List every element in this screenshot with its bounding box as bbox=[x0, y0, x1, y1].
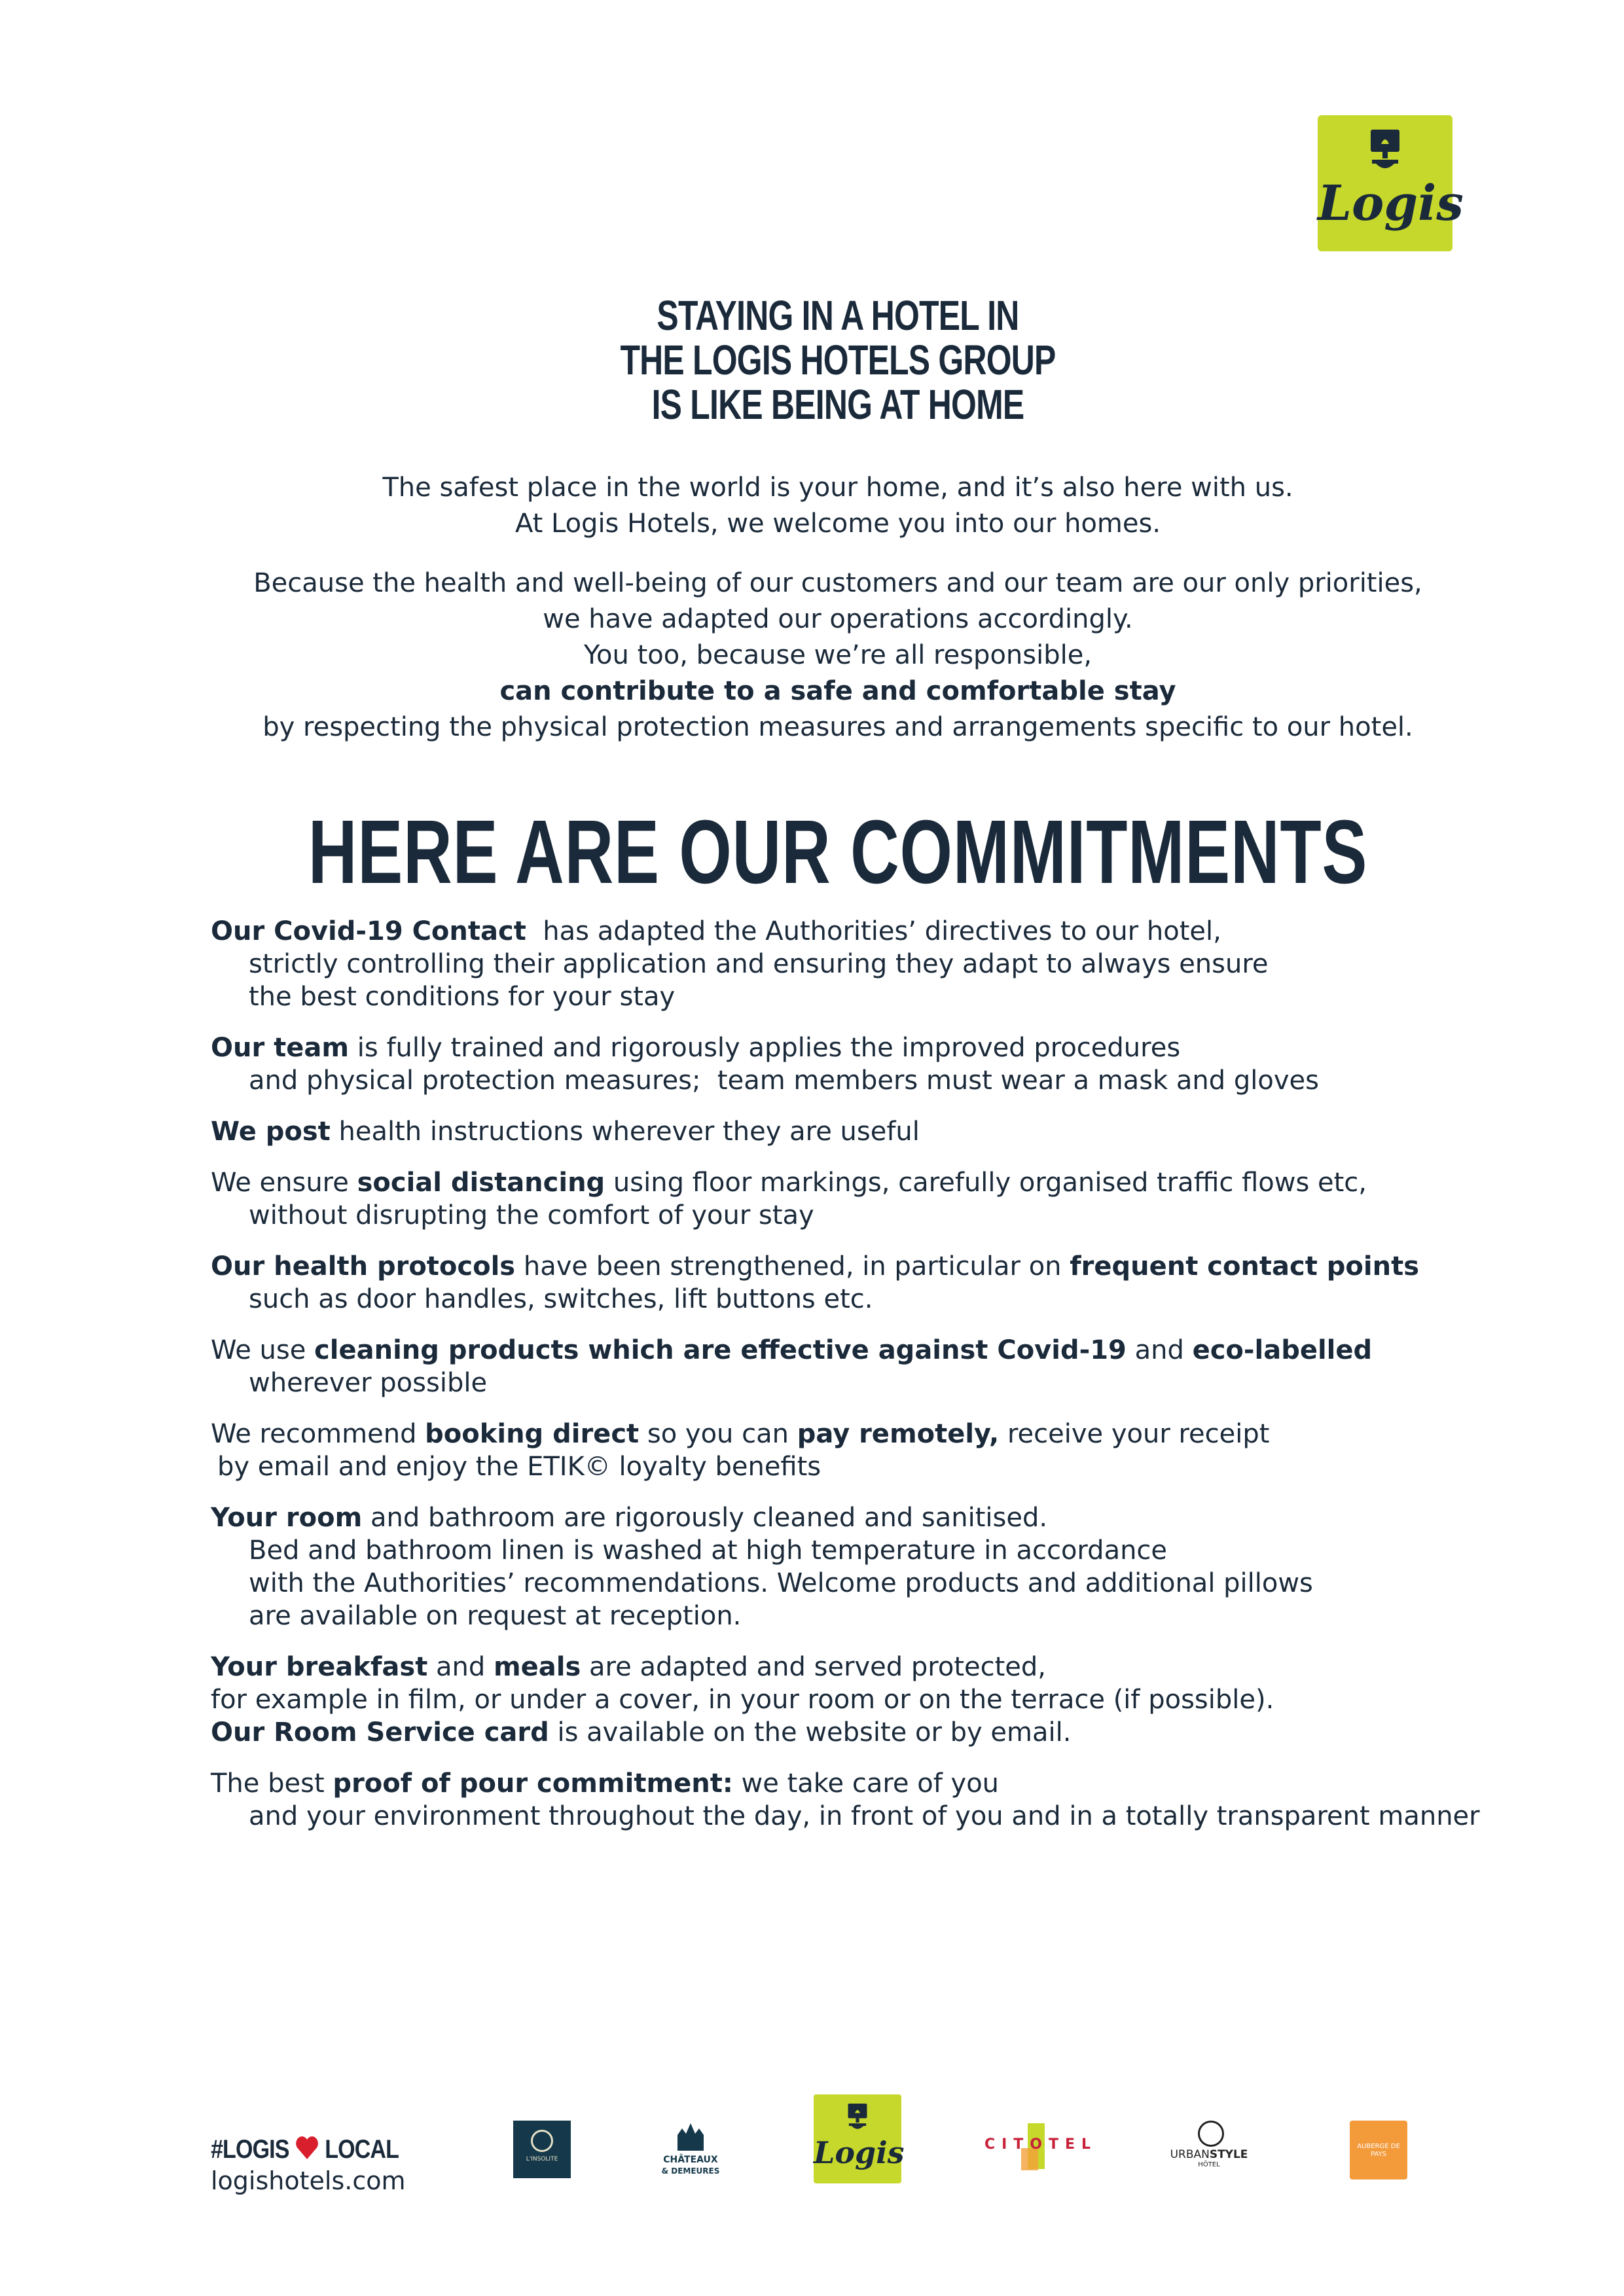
urbanstyle-word: URBAN bbox=[1170, 2148, 1210, 2161]
commitment-text: has adapted the Authorities’ directives to our hotel, bbox=[526, 916, 1221, 946]
collection-label: L'INSOLITE bbox=[526, 2156, 558, 2162]
commitment-line bbox=[211, 1367, 1520, 1399]
commitment-text-bold: pay remotely, bbox=[797, 1419, 1000, 1449]
intro-text-line: Because the health and well-being of our customers and our team are our only priorities, bbox=[253, 568, 1422, 598]
commitment-line bbox=[211, 1683, 1520, 1716]
commitment-text: are adapted and served protected, bbox=[581, 1652, 1047, 1682]
commitment-text-bold: social distancing bbox=[357, 1168, 605, 1198]
heart-icon bbox=[295, 2136, 319, 2161]
intro-paragraph-1 bbox=[0, 470, 1624, 542]
commitment-line bbox=[211, 1501, 1520, 1534]
intro-text-line: At Logis Hotels, we welcome you into our homes. bbox=[514, 509, 1161, 539]
commitment-line bbox=[211, 1334, 1520, 1367]
urbanstyle-word: STYLE bbox=[1209, 2148, 1248, 2161]
chateaux-demeures-logo bbox=[655, 2121, 727, 2186]
lamp-icon bbox=[844, 2104, 871, 2134]
commitment-text: and your environment throughout the day, in front of you and in a totally transparent manner bbox=[249, 1801, 1480, 1831]
commitment-text: by email and enjoy the ETIK© loyalty benefits bbox=[217, 1452, 821, 1482]
commitments-list bbox=[211, 915, 1520, 1851]
commitment-text: We ensure bbox=[211, 1168, 357, 1198]
lamp-icon bbox=[1365, 130, 1405, 175]
commitment-text: and physical protection measures; team members must wear a mask and gloves bbox=[249, 1066, 1319, 1096]
commitment-text-bold: Our Room Service card bbox=[211, 1717, 549, 1748]
commitment-line bbox=[211, 1418, 1520, 1450]
commitment-item bbox=[211, 1501, 1520, 1632]
logis-logo bbox=[1318, 115, 1464, 251]
castle-icon bbox=[674, 2121, 707, 2152]
commitment-line bbox=[211, 1115, 1520, 1148]
intro-text-line-bold: can contribute to a safe and comfortable stay bbox=[499, 676, 1176, 706]
auberge-label: AUBERGE DE PAYS bbox=[1357, 2143, 1400, 2158]
commitment-line bbox=[211, 1800, 1520, 1833]
intro-text-line: You too, because we’re all responsible, bbox=[583, 640, 1092, 670]
commitment-text: and bbox=[1126, 1335, 1193, 1365]
urbanstyle-logo bbox=[1160, 2121, 1258, 2179]
commitment-text: have been strengthened, in particular on bbox=[515, 1251, 1070, 1282]
commitment-item bbox=[211, 1115, 1520, 1148]
commitments-title: HERE ARE OUR COMMITMENTS bbox=[308, 802, 1368, 903]
commitment-text: with the Authorities’ recommendations. Welcome products and additional pillows bbox=[249, 1568, 1313, 1598]
commitment-text: and bbox=[427, 1652, 494, 1682]
hashtag-text: LOCAL bbox=[325, 2135, 399, 2164]
commitment-text: are available on request at reception. bbox=[249, 1601, 742, 1631]
commitment-text: and bathroom are rigorously cleaned and sanitised. bbox=[362, 1503, 1048, 1533]
collection-logo bbox=[513, 2121, 571, 2178]
commitment-text: without disrupting the comfort of your stay bbox=[249, 1200, 814, 1230]
commitment-line bbox=[211, 1767, 1520, 1800]
commitment-item bbox=[211, 1767, 1520, 1833]
commitment-text: such as door handles, switches, lift buttons etc. bbox=[249, 1284, 873, 1314]
urbanstyle-sublabel: HÔTEL bbox=[1198, 2161, 1220, 2168]
commitment-text-bold: Our health protocols bbox=[211, 1251, 516, 1282]
commitment-line bbox=[211, 948, 1520, 980]
logis-footer-logo bbox=[814, 2094, 905, 2183]
commitment-line bbox=[211, 1064, 1520, 1097]
intro-heading-line: IS LIKE BEING AT HOME bbox=[651, 381, 1024, 428]
commitment-text-bold: proof of pour commitment: bbox=[333, 1768, 733, 1799]
commitment-line bbox=[211, 915, 1520, 948]
citotel-label: CITOTEL bbox=[984, 2136, 1098, 2153]
commitment-text-bold: Your room bbox=[211, 1503, 363, 1533]
commitment-item bbox=[211, 915, 1520, 1013]
urbanstyle-emblem-icon bbox=[1198, 2121, 1224, 2147]
commitment-text: for example in film, or under a cover, in your room or on the terrace (if possible). bbox=[211, 1685, 1274, 1715]
commitment-text: We recommend bbox=[211, 1419, 425, 1449]
citotel-logo bbox=[982, 2122, 1100, 2174]
intro-paragraph-2 bbox=[0, 565, 1624, 745]
demeures-label: & DEMEURES bbox=[661, 2166, 720, 2176]
commitment-line bbox=[211, 1567, 1520, 1600]
commitment-line bbox=[211, 1716, 1520, 1749]
intro-heading bbox=[185, 293, 1492, 427]
footer-url[interactable]: logishotels.com bbox=[211, 2166, 406, 2195]
auberge-de-pays-logo bbox=[1350, 2121, 1407, 2179]
commitment-line bbox=[211, 1199, 1520, 1232]
commitment-text: strictly controlling their application and ensuring they adapt to always ensure bbox=[249, 949, 1269, 979]
commitment-text: health instructions wherever they are useful bbox=[330, 1117, 920, 1147]
commitment-line bbox=[211, 1450, 1520, 1483]
commitment-item bbox=[211, 1651, 1520, 1749]
commitment-text-bold: Our Covid-19 Contact bbox=[211, 916, 526, 946]
commitment-text: is fully trained and rigorously applies the improved procedures bbox=[349, 1033, 1181, 1063]
commitment-text: using floor markings, carefully organised traffic flows etc, bbox=[605, 1168, 1367, 1198]
commitment-line bbox=[211, 1283, 1520, 1316]
commitment-text-bold: meals bbox=[494, 1652, 581, 1682]
commitment-text-bold: cleaning products which are effective against Covid-19 bbox=[314, 1335, 1127, 1365]
urbanstyle-label bbox=[1160, 2148, 1258, 2161]
intro-text-line: by respecting the physical protection measures and arrangements specific to our hotel. bbox=[262, 712, 1413, 742]
commitment-line bbox=[211, 1534, 1520, 1567]
chateaux-label: CHÂTEAUX bbox=[663, 2155, 718, 2165]
commitment-text: the best conditions for your stay bbox=[249, 982, 676, 1012]
commitment-text-bold: Your breakfast bbox=[211, 1652, 428, 1682]
commitment-line bbox=[211, 1166, 1520, 1199]
commitment-text: Bed and bathroom linen is washed at high temperature in accordance bbox=[249, 1535, 1168, 1566]
commitment-item bbox=[211, 1031, 1520, 1097]
commitment-text: we take care of you bbox=[732, 1768, 1000, 1799]
commitment-line bbox=[211, 1250, 1520, 1283]
commitment-text: We use bbox=[211, 1335, 315, 1365]
footer-hashtag bbox=[211, 2135, 399, 2164]
commitment-text-bold: eco-labelled bbox=[1192, 1335, 1373, 1365]
intro-text-line: The safest place in the world is your home, and it’s also here with us. bbox=[382, 473, 1293, 503]
intro-heading-line: STAYING IN A HOTEL IN bbox=[657, 292, 1019, 339]
commitment-line bbox=[211, 1600, 1520, 1632]
commitment-text: so you can bbox=[639, 1419, 797, 1449]
logo-wordmark: Logis bbox=[1318, 175, 1464, 232]
commitment-text-bold: Our team bbox=[211, 1033, 350, 1063]
intro-text-line: we have adapted our operations accordingly. bbox=[543, 604, 1133, 634]
commitment-text-bold: frequent contact points bbox=[1070, 1251, 1420, 1282]
commitment-text: wherever possible bbox=[249, 1368, 488, 1398]
commitment-item bbox=[211, 1166, 1520, 1232]
commitment-text-bold: booking direct bbox=[425, 1419, 640, 1449]
commitment-line bbox=[211, 1031, 1520, 1064]
commitment-text-bold: We post bbox=[211, 1117, 331, 1147]
commitment-item bbox=[211, 1418, 1520, 1483]
commitment-line bbox=[211, 980, 1520, 1013]
commitment-text: receive your receipt bbox=[999, 1419, 1270, 1449]
commitment-item bbox=[211, 1334, 1520, 1399]
commitment-item bbox=[211, 1250, 1520, 1316]
hashtag-text: #LOGIS bbox=[211, 2135, 289, 2164]
commitment-line bbox=[211, 1651, 1520, 1683]
commitment-text: is available on the website or by email. bbox=[549, 1717, 1072, 1748]
logo-wordmark: Logis bbox=[814, 2135, 905, 2170]
commitment-text: The best bbox=[211, 1768, 333, 1799]
circle-icon bbox=[531, 2130, 553, 2152]
intro-heading-line: THE LOGIS HOTELS GROUP bbox=[620, 336, 1056, 384]
